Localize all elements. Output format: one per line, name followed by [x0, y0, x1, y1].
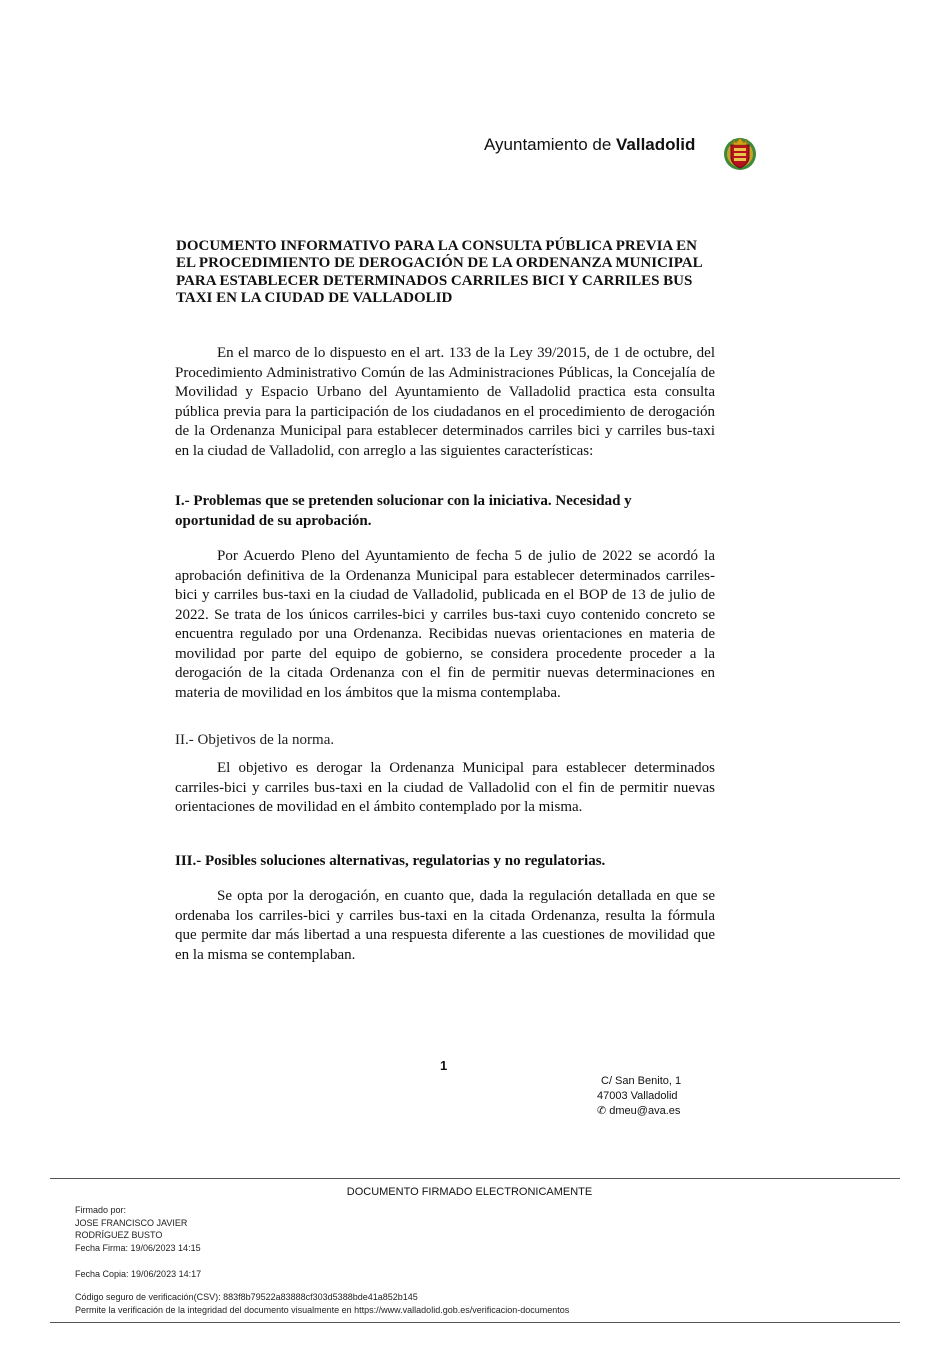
title-line: DOCUMENTO INFORMATIVO PARA LA CONSULTA PÚBLICA PREVIA EN [176, 238, 698, 254]
address-block [583, 1074, 681, 1119]
intro-paragraph: En el marco de lo dispuesto en el art. 133 de la Ley 39/2015, de 1 de octubre, del Procedimiento Administrativo Común de las Administraciones Públicas, la Concejalía de Movilidad y Espacio Urbano del Ayuntamiento de Valladolid practica esta consulta pública previa para la participación de los ciudadanos en el procedimiento de derogación de la Ordenanza Municipal para establecer determinados carriles bici y carriles bus-taxi en la ciudad de Valladolid, con arreglo a las siguientes características: [175, 345, 715, 459]
coat-of-arms-icon [722, 133, 758, 173]
title-line: EL PROCEDIMIENTO DE DEROGACIÓN DE LA ORDENANZA MUNICIPAL [176, 255, 703, 272]
copy-date [75, 1268, 201, 1281]
organization-prefix: Ayuntamiento de [484, 135, 616, 154]
section-3-body: Se opta por la derogación, en cuanto que, dada la regulación detallada en que se ordenaba los carriles-bici y carriles bus-taxi en la citada Ordenanza, resulta la fórmula que permite dar más libertad a una respuesta diferente a las cuestiones de movilidad que en la misma se contemplaban. [175, 888, 715, 963]
copy-date-text: Fecha Copia: 19/06/2023 14:17 [75, 1269, 202, 1279]
title-line: PARA ESTABLECER DETERMINADOS CARRILES BICI Y CARRILES BUS [176, 272, 693, 289]
signer-name-line1: JOSE FRANCISCO JAVIER [75, 1217, 188, 1228]
csv-code: Código seguro de verificación(CSV): 883f8b79522a83888cf303d5388bde41a852b145 [75, 1292, 418, 1302]
page-number: 1 [440, 1058, 448, 1073]
signature-block [75, 1204, 201, 1254]
verification-block [75, 1291, 569, 1316]
signer-name-line2: RODRÍGUEZ BUSTO [75, 1230, 163, 1240]
document-title [176, 238, 716, 308]
section-2-body: El objetivo es derogar la Ordenanza Municipal para establecer determinados carriles-bici y carriles bus-taxi en la ciudad de Valladolid con el fin de permitir nuevas orientaciones de movilidad en el ámbito contemplado por la misma. [175, 760, 715, 815]
title-line: TAXI EN LA CIUDAD DE VALLADOLID [176, 290, 453, 307]
document-header [480, 133, 760, 173]
organization-name [484, 135, 695, 155]
signature-date: Fecha Firma: 19/06/2023 14:15 [75, 1242, 201, 1253]
organization-city: Valladolid [616, 135, 696, 154]
section-1-body: Por Acuerdo Pleno del Ayuntamiento de fecha 5 de julio de 2022 se acordó la aprobación definitiva de la Ordenanza Municipal para establecer determinados carriles-bici y carriles bus-taxi en la ciudad de Valladolid, publicada en el BOP de 13 de julio de 2022. Se trata de los únicos carriles-bici y carriles bus-taxi cuyo contenido concreto se encuentra regulado por una Ordenanza. Recibidas nuevas orientaciones en materia de movilidad por parte del equipo de gobierno, se considera procedente proceder a la derogación de la citada Ordenanza con el fin de permitir nuevas determinaciones en materia de movilidad en los ámbitos que la misma contemplaba. [175, 548, 715, 701]
section-1-heading: I.- Problemas que se pretenden solucionar con la iniciativa. Necesidad y oportunidad de su aprobación. [175, 493, 632, 529]
section-3-heading: III.- Posibles soluciones alternativas, regulatorias y no regulatorias. [175, 853, 606, 869]
mail-icon: ✆ [597, 1105, 607, 1117]
address-street: C/ San Benito, 1 [601, 1075, 682, 1087]
signed-by-label: Firmado por: [75, 1205, 127, 1215]
address-email: dmeu@ava.es [609, 1105, 681, 1117]
verification-url-text: Permite la verificación de la integridad del documento visualmente en https://www.valladolid.gob.es/verificacion-documentos [75, 1304, 570, 1315]
signed-banner: DOCUMENTO FIRMADO ELECTRONICAMENTE [346, 1186, 593, 1198]
footer-bottom-divider [50, 1322, 900, 1323]
footer-top-divider [50, 1178, 900, 1179]
address-city: 47003 Valladolid [597, 1090, 678, 1102]
section-2-heading: II.- Objetivos de la norma. [175, 732, 335, 748]
